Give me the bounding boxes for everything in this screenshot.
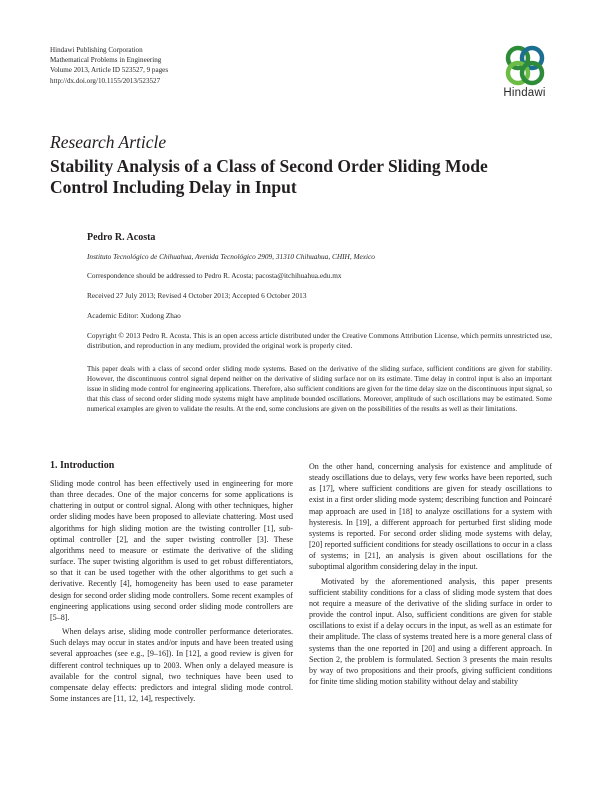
paragraph: When delays arise, sliding mode controller performance deteriorates. Such delays may occur in states and/or inputs and have been treated using several approaches (see e.g., [9–16]). In [12], a good review is given for different control techniques up to 2003. When only a delayed measure is available for the control signal, two techniques have been used to compensate delay effects: predictors and integral sliding mode control. Some instances are [11, 12, 14], respectively. [50,627,293,703]
journal-name: Mathematical Problems in Engineering [50,56,162,65]
logo-wordmark: Hindawi [503,87,546,99]
right-column [309,461,552,687]
hindawi-logo [497,44,552,104]
article-title: Stability Analysis of a Class of Second Order Sliding Mode Control Including Delay in Input [50,156,488,197]
paragraph: Motivated by the aforementioned analysis, this paper presents sufficient stability conditions for a class of sliding mode system that does not require a measure of the derivative of the sliding surface in order to provide the control input. Also, sufficient conditions are given for stable oscillations to exist if a delay occurs in the input, as well as an estimate for their amplitude. The class of systems treated here is a more general class of systems than the one reported in [20] and using a different approach. In Section 2, the problem is formulated. Section 3 presents the main results by way of two propositions and their proofs, giving sufficient conditions for finite time sliding motion stability without delay and stability [309,576,552,686]
abstract: This paper deals with a class of second order sliding mode systems. Based on the derivative of the sliding surface, sufficient conditions are given for stability. However, the discontinuous control signal depend neither on the derivative of sliding surface nor on its estimate. Time delay in control input is also an important issue in sliding mode control for engineering applications. Therefore, also sufficient conditions are given for the time delay size on the discontinuous input signal, so that this class of second order sliding mode systems might have amplitude bounded oscillations. Moreover, amplitude of such oscillations may be estimated. Some numerical examples are given to validate the results. At the end, some conclusions are given on the possibilities of the results as well as their limitations. [87,365,552,414]
affiliation: Instituto Tecnológico de Chihuahua, Avenida Tecnológico 2909, 31310 Chihuahua, CHIH, Mexico [87,252,375,261]
hindawi-logo-icon [503,44,547,88]
received-dates: Received 27 July 2013; Revised 4 October 2013; Accepted 6 October 2013 [87,291,307,300]
doi-link[interactable]: http://dx.doi.org/10.1155/2013/523527 [50,76,161,85]
publisher-name: Hindawi Publishing Corporation [50,46,143,54]
article-type: Research Article [50,132,167,152]
section-heading-introduction: 1. Introduction [50,460,115,471]
copyright-notice: Copyright © 2013 Pedro R. Acosta. This is an open access article distributed under the Creative Commons Attribution License, which permits unrestricted use, distribution, and reproduction in any medium, provided the original work is properly cited. [87,331,552,350]
paragraph: On the other hand, concerning analysis for existence and amplitude of steady oscillations due to delays, very few works have been reported, such as [17], where sufficient conditions are given for steady oscillations to exist in a first order sliding mode system; describing function and Poincaré map approach are used in [18] to analyze oscillations for a system with hysteresis. In [19], a different approach for perturbed first sliding mode systems is reported. For second order sliding mode systems with delay, [20] reported sufficient conditions for steady oscillations to occur in a class of systems; in [21], an analysis is given about oscillations for the suboptimal algorithm considering delay in the input. [309,462,552,572]
correspondence: Correspondence should be addressed to Pedro R. Acosta; pacosta@itchihuahua.edu.mx [87,271,342,280]
author-name: Pedro R. Acosta [87,232,156,243]
academic-editor: Academic Editor: Xudong Zhao [87,311,181,320]
journal-header [50,45,168,86]
paragraph: Sliding mode control has been effectively used in engineering for more than three decades. One of the major concerns for some applications is chattering in output or control signal. Along with other techniques, higher order sliding modes have been proposed to alleviate chattering. Most used algorithms for high sliding motion are the twisting controller [1], sub-optimal controller [2], and the super twisting controller [3]. These algorithms need to measure or estimate the derivative of the sliding surface. The super twisting algorithm is used to get robust differentiators, so that it can be used together with the other algorithms to get such a derivative. Recently [4], homogeneity has been used to ease parameter design for second order sliding mode controllers. Some recent examples of engineering applications using second order sliding mode controllers are [5–8]. [50,479,293,622]
volume-info: Volume 2013, Article ID 523527, 9 pages [50,66,169,75]
left-column [50,478,293,704]
